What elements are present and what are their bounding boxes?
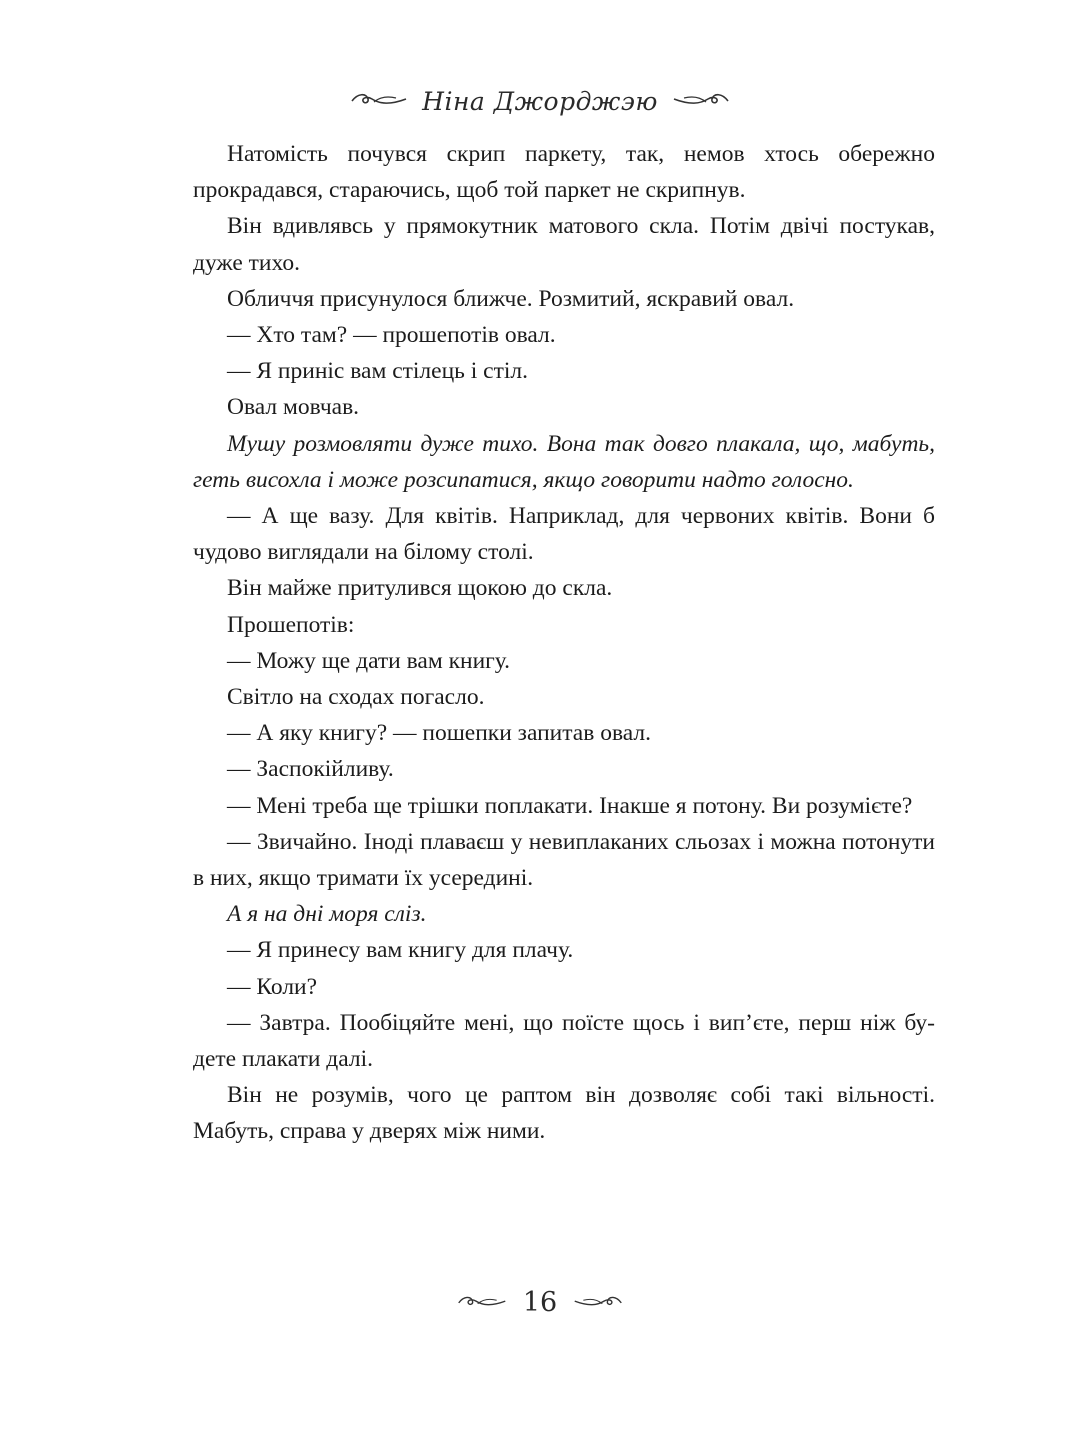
paragraph: — Можу ще дати вам книгу. — [227, 647, 511, 674]
flourish-right-icon — [573, 1292, 623, 1312]
paragraph: — А ще вазу. Для квітів. Наприклад, для червоних квітів. Вони б чудово виглядали на білому столі. — [193, 503, 935, 566]
paragraph: — Завтра. Пообіцяйте мені, що поїсте щось і вип’єте, перш ніж будете плакати далі. — [193, 1009, 935, 1073]
paragraph: Овал мовчав. — [227, 394, 360, 421]
paragraph: — Звичайно. Іноді плаваєш у невиплаканих сльозах і можна потонути в них, якщо тримати їх усередині. — [193, 828, 935, 892]
body-text — [193, 136, 935, 1150]
author-name: Ніна Джорджэю — [422, 86, 658, 116]
paragraph: — Мені треба ще трішки поплакати. Інакше я потону. Ви розумієте? — [227, 792, 913, 819]
paragraph: Він не розумів, чого це раптом він дозволяє собі такі вільності. Мабуть, справа у дверях між ними. — [193, 1082, 935, 1145]
paragraph: — Я приніс вам стілець і стіл. — [227, 358, 528, 385]
paragraph: Прошепотів: — [227, 611, 355, 638]
paragraph: — Коли? — [227, 973, 318, 1000]
italic-paragraph: А я на дні моря сліз. — [227, 901, 427, 928]
paragraph: Світло на сходах погасло. — [227, 684, 485, 711]
page-folio — [0, 1278, 1080, 1326]
flourish-left-icon — [457, 1292, 507, 1312]
paragraph: Він майже притулився щокою до скла. — [227, 575, 613, 602]
paragraph: — А яку книгу? — пошепки запитав овал. — [227, 720, 651, 747]
page-number: 16 — [522, 1286, 558, 1318]
paragraph: — Заспокійливу. — [227, 756, 394, 783]
paragraph: Він вдивлявсь у прямокутник матового скла. Потім двічі постукав, дуже тихо. — [193, 213, 935, 276]
italic-paragraph: Мушу розмовляти дуже тихо. Вона так довго плакала, що, мабуть, геть висохла і може розсипатися, якщо говорити надто голосно. — [193, 430, 935, 493]
flourish-right-icon — [672, 89, 730, 111]
paragraph: Натомість почувся скрип паркету, так, немов хтось обережно прокрадався, стараючись, щоб той паркет не скрипнув. — [193, 141, 935, 204]
flourish-left-icon — [350, 89, 408, 111]
paragraph: — Я принесу вам книгу для плачу. — [227, 937, 574, 964]
paragraph: Обличчя присунулося ближче. Розмитий, яскравий овал. — [227, 285, 795, 312]
running-head — [0, 76, 1080, 124]
paragraph: — Хто там? — прошепотів овал. — [227, 322, 556, 349]
